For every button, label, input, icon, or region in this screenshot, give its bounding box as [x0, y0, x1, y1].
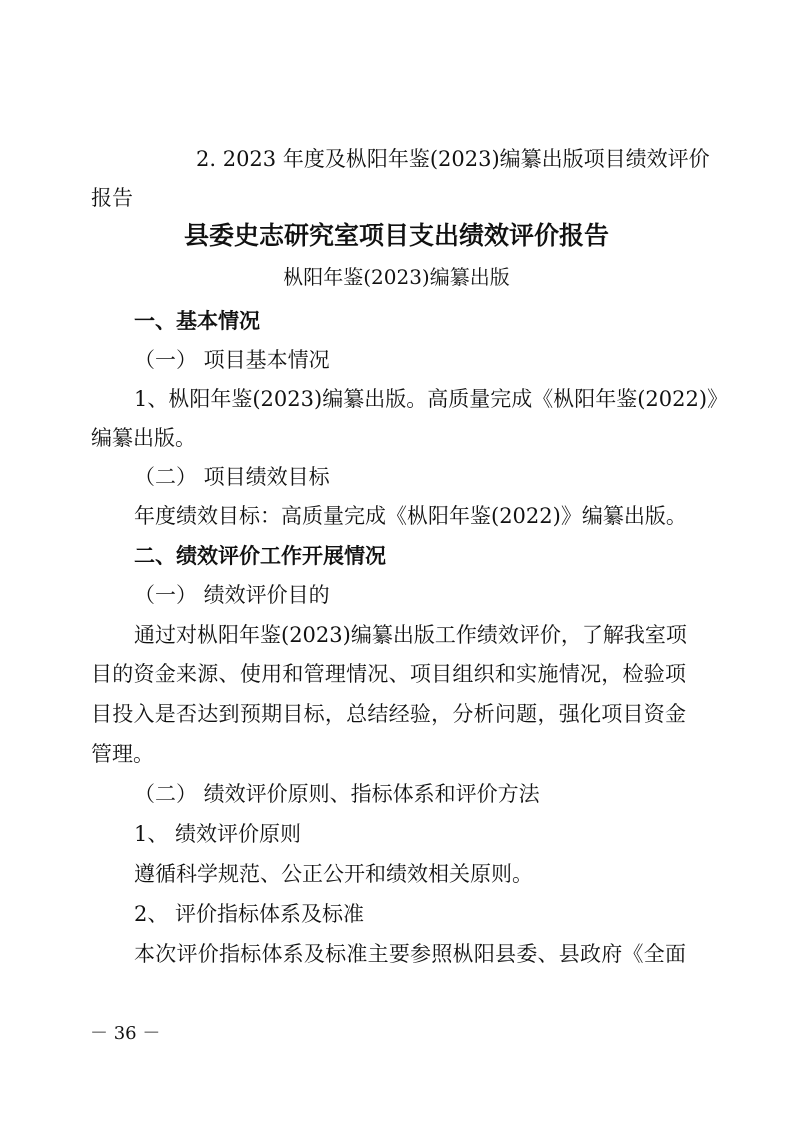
- report-title: 县委史志研究室项目支出绩效评价报告: [183, 221, 609, 250]
- section-1-2-paragraph: 年度绩效目标：高质量完成《枞阳年鉴(2022)》编纂出版。: [134, 504, 687, 528]
- page-number: － 36 －: [90, 1023, 161, 1044]
- section-2-2-heading: （二） 绩效评价原则、指标体系和评价方法: [134, 782, 540, 806]
- attachment-heading-line1: 2. 2023 年度及枞阳年鉴(2023)编纂出版项目绩效评价: [196, 147, 710, 171]
- section-2-1-paragraph-line1: 通过对枞阳年鉴(2023)编纂出版工作绩效评价，了解我室项: [134, 623, 687, 647]
- section-2-heading: 二、绩效评价工作开展情况: [134, 544, 386, 568]
- section-2-2-item1-text: 遵循科学规范、公正公开和绩效相关原则。: [134, 862, 533, 886]
- section-1-1-paragraph-line2: 编纂出版。: [91, 426, 196, 450]
- section-2-2-item2-text: 本次评价指标体系及标准主要参照枞阳县委、县政府《全面: [134, 942, 686, 966]
- section-1-1-heading: （一） 项目基本情况: [134, 348, 330, 372]
- section-1-2-heading: （二） 项目绩效目标: [134, 465, 330, 489]
- section-2-1-paragraph-line2: 目的资金来源、使用和管理情况、项目组织和实施情况，检验项: [91, 662, 686, 686]
- section-1-heading: 一、基本情况: [134, 309, 260, 333]
- section-2-1-paragraph-line3: 目投入是否达到预期目标，总结经验，分析问题，强化项目资金: [91, 702, 686, 726]
- section-2-1-paragraph-line4: 管理。: [91, 742, 154, 766]
- section-2-2-item2-heading: 2、 评价指标体系及标准: [134, 902, 365, 926]
- section-2-2-item1-heading: 1、 绩效评价原则: [134, 822, 302, 846]
- report-subtitle: 枞阳年鉴(2023)编纂出版: [283, 265, 510, 289]
- attachment-heading-line2: 报告: [91, 186, 133, 210]
- section-1-1-paragraph-line1: 1、枞阳年鉴(2023)编纂出版。高质量完成《枞阳年鉴(2022)》: [134, 387, 729, 411]
- section-2-1-heading: （一） 绩效评价目的: [134, 583, 330, 607]
